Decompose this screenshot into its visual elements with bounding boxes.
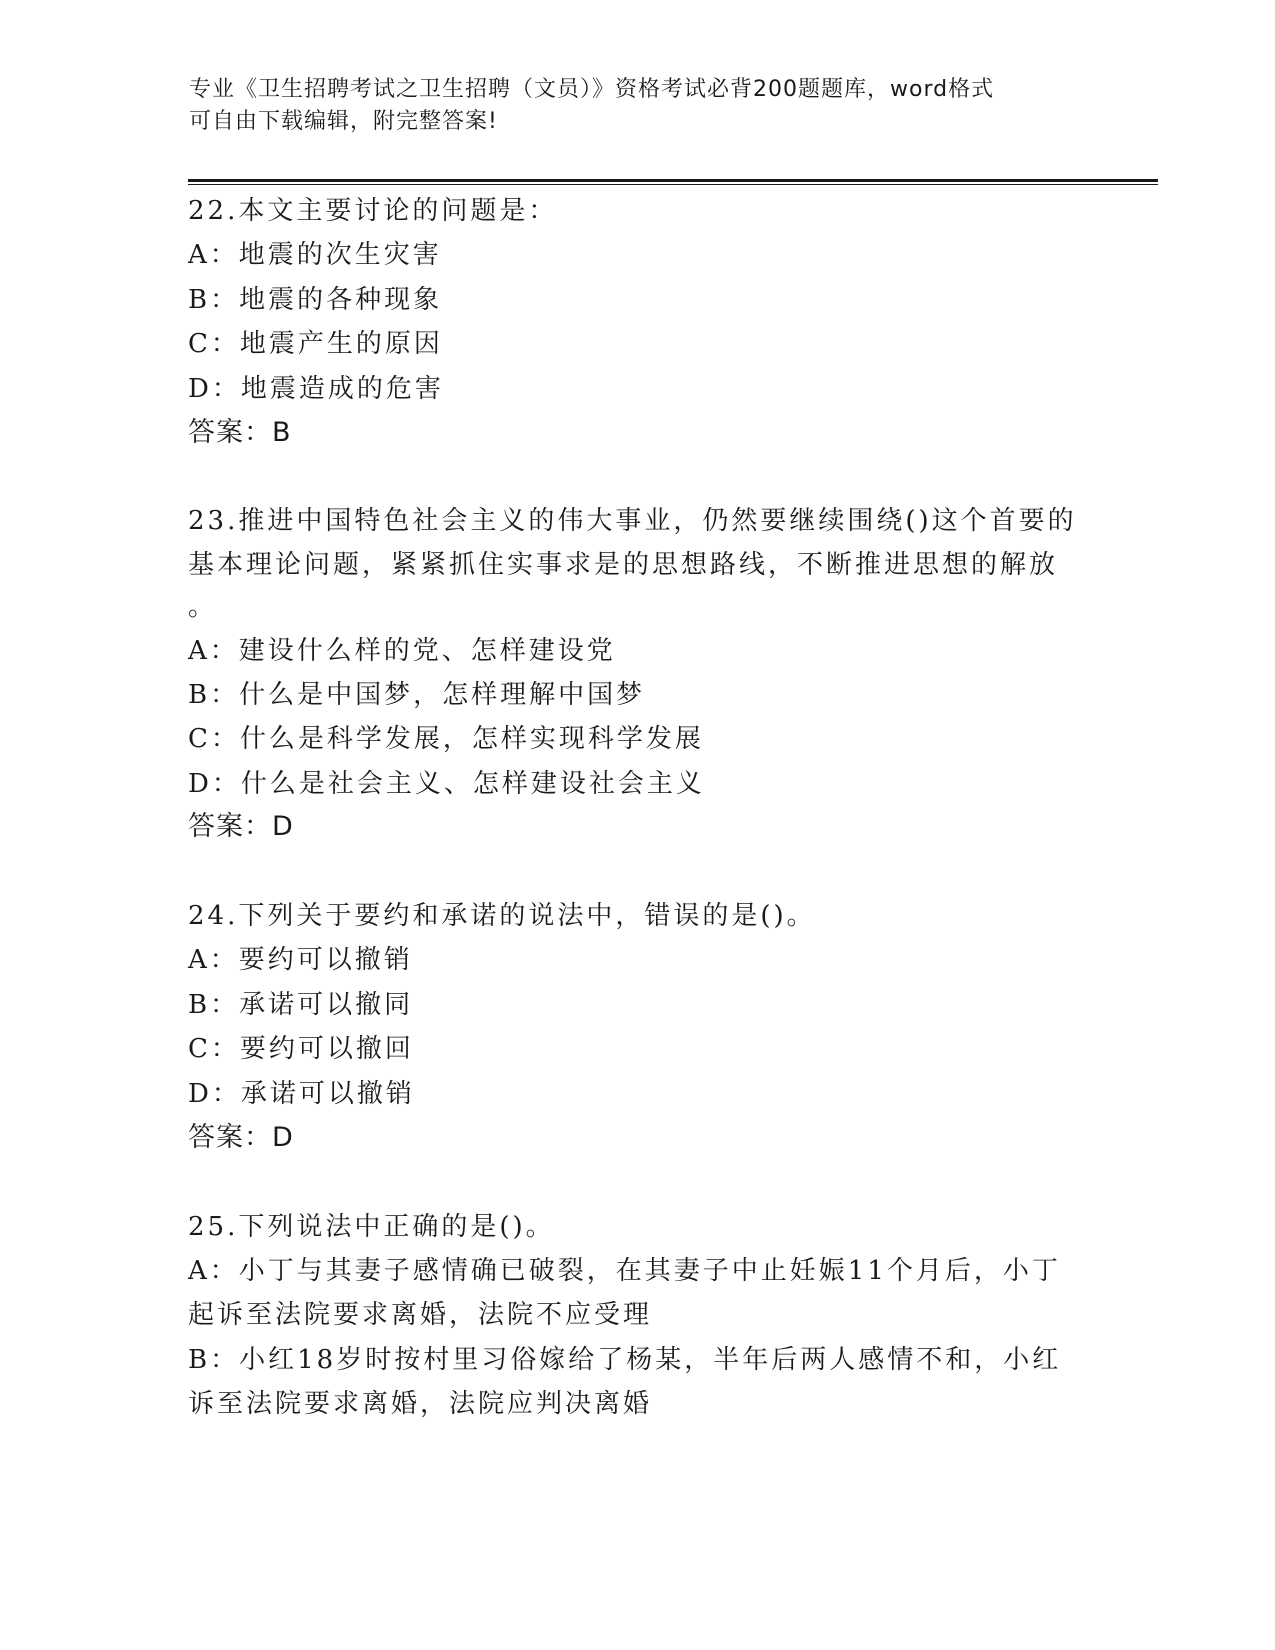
- header-line-2: 可自由下载编辑，附完整答案!: [189, 109, 498, 134]
- question-23-option-a: A：建设什么样的党、怎样建设党: [188, 636, 616, 666]
- question-22-answer: 答案：B: [188, 417, 292, 448]
- question-23-answer: 答案：D: [188, 811, 294, 842]
- question-23-option-c: C：什么是科学发展，怎样实现科学发展: [188, 724, 704, 754]
- question-25-option-a-line-1: A：小丁与其妻子感情确已破裂，在其妻子中止妊娠11个月后，小丁: [188, 1256, 1061, 1286]
- question-22-option-d: D：地震造成的危害: [188, 374, 444, 404]
- question-25-option-b-line-2: 诉至法院要求离婚，法院应判决离婚: [188, 1389, 653, 1419]
- question-22-option-c: C：地震产生的原因: [188, 329, 443, 359]
- header-divider-thin: [188, 184, 1158, 185]
- question-24-option-b: B：承诺可以撤同: [188, 990, 414, 1020]
- question-23-option-b: B：什么是中国梦，怎样理解中国梦: [188, 680, 646, 710]
- question-23-stem-line-1: 23.推进中国特色社会主义的伟大事业，仍然要继续围绕()这个首要的: [188, 506, 1077, 536]
- question-25-option-b-line-1: B：小红18岁时按村里习俗嫁给了杨某，半年后两人感情不和，小红: [188, 1345, 1062, 1375]
- question-24-option-c: C：要约可以撤回: [188, 1034, 414, 1064]
- question-22-option-a: A：地震的次生灾害: [188, 240, 442, 270]
- question-24-stem: 24.下列关于要约和承诺的说法中，错误的是()。: [188, 901, 816, 931]
- question-23-stem-line-2: 基本理论问题，紧紧抓住实事求是的思想路线，不断推进思想的解放: [188, 550, 1059, 580]
- header-line-1: 专业《卫生招聘考试之卫生招聘（文员）》资格考试必背200题题库，word格式: [189, 77, 995, 102]
- header-divider-thick: [188, 179, 1158, 182]
- document-header: [189, 74, 1089, 138]
- question-22-stem: 22.本文主要讨论的问题是：: [188, 196, 558, 226]
- question-23-stem-line-3: 。: [188, 592, 218, 622]
- question-25-stem: 25.下列说法中正确的是()。: [188, 1212, 555, 1242]
- question-25-option-a-line-2: 起诉至法院要求离婚，法院不应受理: [188, 1300, 653, 1330]
- question-24-option-a: A：要约可以撤销: [188, 945, 413, 975]
- question-23-option-d: D：什么是社会主义、怎样建设社会主义: [188, 769, 705, 799]
- question-24-answer: 答案：D: [188, 1122, 294, 1153]
- question-24-option-d: D：承诺可以撤销: [188, 1079, 415, 1109]
- question-22-option-b: B：地震的各种现象: [188, 285, 443, 315]
